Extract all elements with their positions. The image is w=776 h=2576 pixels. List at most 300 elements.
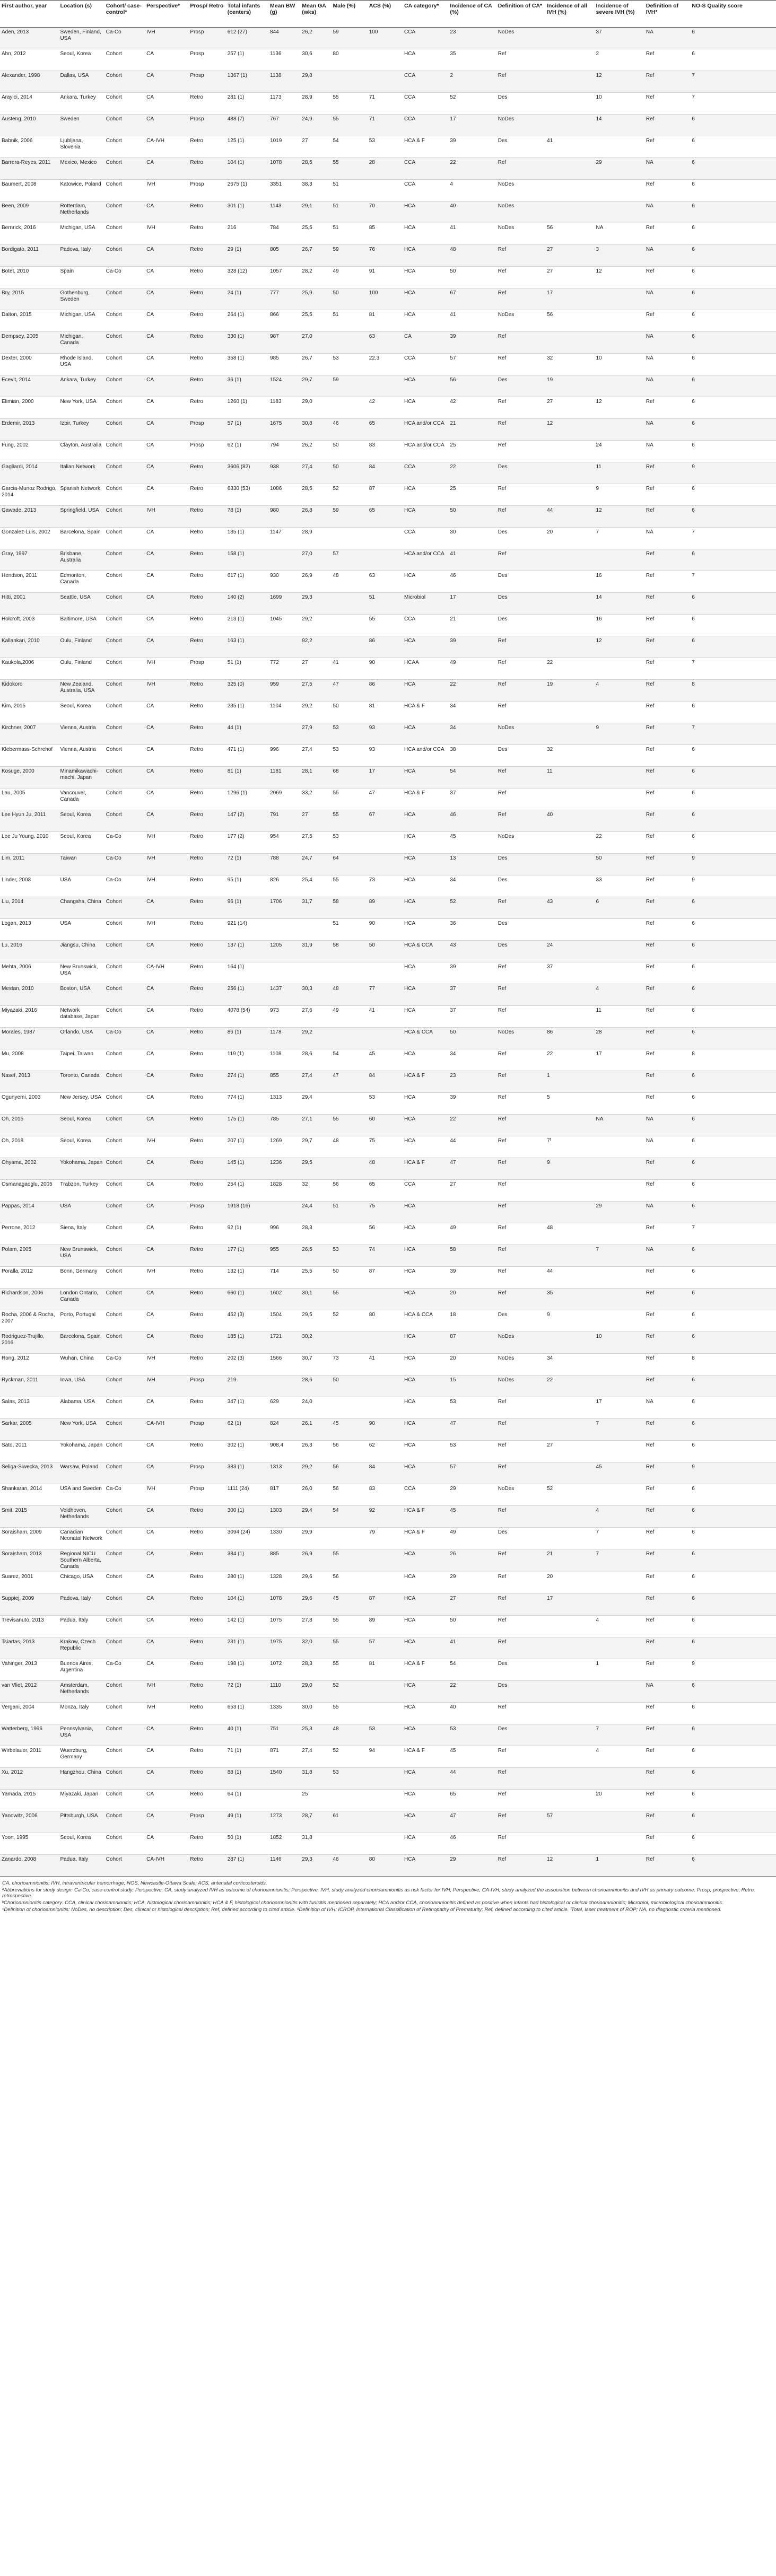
table-cell: Perrone, 2012 bbox=[2, 1225, 36, 1231]
table-cell: 27 bbox=[547, 399, 553, 405]
table-cell: HCA bbox=[404, 1551, 416, 1557]
table-cell: Padua, Italy bbox=[60, 1856, 89, 1862]
table-cell: 92 (1) bbox=[227, 1225, 241, 1231]
table-cell: Hitti, 2001 bbox=[2, 594, 26, 600]
table-cell: 48 bbox=[333, 1726, 339, 1732]
table-cell: 46 bbox=[450, 573, 456, 579]
table-cell bbox=[594, 745, 644, 767]
table-cell: 6 bbox=[692, 1813, 695, 1819]
table-cell: 26,1 bbox=[302, 1421, 312, 1426]
table-cell: Retro bbox=[190, 1704, 203, 1710]
table-cell bbox=[368, 1768, 403, 1790]
table-cell bbox=[268, 1790, 300, 1811]
table-cell: Retro bbox=[190, 1116, 203, 1122]
table-cell: 41 bbox=[369, 1355, 375, 1361]
table-cell: Cohort bbox=[106, 812, 122, 818]
table-cell: 4 bbox=[596, 1748, 599, 1754]
table-cell: 1236 bbox=[270, 1160, 282, 1166]
table-cell: IVH bbox=[146, 1355, 155, 1361]
table-cell: Des bbox=[498, 942, 508, 948]
table-cell: Ref bbox=[498, 1138, 507, 1144]
table-cell: Retro bbox=[190, 1225, 203, 1231]
table-cell: Ca-Co bbox=[106, 834, 121, 839]
table-cell: Cohort bbox=[106, 681, 122, 687]
table-row bbox=[0, 875, 776, 897]
table-cell: 6 bbox=[692, 399, 695, 405]
table-cell: Cohort bbox=[106, 1529, 122, 1535]
table-cell: CCA bbox=[404, 94, 416, 100]
table-cell: Garcia-Munoz Rodrigo, 2014 bbox=[2, 486, 57, 498]
table-cell: Ref bbox=[498, 681, 507, 687]
table-cell: Ref bbox=[646, 616, 655, 622]
table-cell: NA bbox=[646, 1138, 653, 1144]
table-cell: Lu, 2016 bbox=[2, 942, 22, 948]
table-cell: 54 bbox=[450, 768, 456, 774]
table-cell: 7 bbox=[692, 73, 695, 78]
table-cell: Cohort bbox=[106, 790, 122, 796]
table-cell: 29 bbox=[596, 160, 602, 165]
table-cell: 56 bbox=[547, 312, 553, 318]
table-cell: Cohort bbox=[106, 942, 122, 948]
table-cell: HCA bbox=[404, 921, 416, 926]
table-cell: HCA bbox=[404, 1813, 416, 1819]
table-cell: Cohort bbox=[106, 1704, 122, 1710]
table-cell: 51 bbox=[333, 203, 339, 209]
table-cell: 6 bbox=[692, 594, 695, 600]
table-cell: New Brunswick, USA bbox=[60, 1247, 98, 1259]
table-cell: 56 bbox=[547, 225, 553, 231]
table-cell: 6 bbox=[692, 1726, 695, 1732]
table-cell: 6 bbox=[692, 703, 695, 709]
table-cell: 26,5 bbox=[302, 1247, 312, 1252]
table-cell: HCA & F bbox=[404, 1748, 425, 1754]
table-cell: CA bbox=[146, 1116, 154, 1122]
table-cell: 1110 bbox=[270, 1683, 281, 1688]
table-cell: 31,7 bbox=[302, 899, 312, 905]
table-cell: Cohort bbox=[106, 747, 122, 752]
table-cell: 6 bbox=[692, 420, 695, 426]
table-cell: Ref bbox=[498, 1225, 507, 1231]
table-cell: 57 bbox=[450, 355, 456, 361]
table-cell: 35 bbox=[547, 1290, 553, 1296]
table-cell: 17 bbox=[596, 1051, 602, 1057]
table-cell: 27 bbox=[547, 268, 553, 274]
table-cell: 72 (1) bbox=[227, 855, 241, 861]
table-cell: 32 bbox=[302, 1181, 308, 1187]
table-cell: 325 (0) bbox=[227, 681, 245, 687]
table-cell: 158 (1) bbox=[227, 551, 245, 557]
table-cell: 48 bbox=[333, 986, 339, 992]
table-cell: 19 bbox=[547, 681, 553, 687]
table-cell: Hangzhou, China bbox=[60, 1769, 101, 1775]
table-cell: Ref bbox=[646, 1596, 655, 1601]
table-cell: CA bbox=[146, 1529, 154, 1535]
table-cell bbox=[368, 1549, 403, 1572]
table-cell: 63 bbox=[369, 573, 375, 579]
table-cell: Retro bbox=[190, 247, 203, 252]
table-cell: Ref bbox=[498, 1268, 507, 1274]
table-cell: 19 bbox=[547, 377, 553, 383]
table-cell: CA bbox=[146, 1181, 154, 1187]
table-cell bbox=[545, 1462, 594, 1484]
table-cell: 6330 (53) bbox=[227, 486, 250, 492]
table-cell: Ref bbox=[646, 725, 655, 731]
table-cell: 30,1 bbox=[302, 1290, 312, 1296]
table-cell: Cohort bbox=[106, 964, 122, 970]
table-row bbox=[0, 1136, 776, 1158]
table-cell: Cohort bbox=[106, 1813, 122, 1819]
table-cell: 28,5 bbox=[302, 486, 312, 492]
table-cell: CA bbox=[146, 1029, 154, 1035]
table-cell: 51 bbox=[369, 594, 375, 600]
table-cell: Cohort bbox=[106, 1769, 122, 1775]
table-cell: Retro bbox=[190, 1856, 203, 1862]
table-cell bbox=[545, 484, 594, 506]
table-cell bbox=[300, 919, 331, 941]
table-row bbox=[0, 136, 776, 158]
table-cell: Ankara, Turkey bbox=[60, 377, 96, 383]
table-cell: Clayton, Australia bbox=[60, 442, 102, 448]
table-cell bbox=[368, 962, 403, 984]
table-cell: Retro bbox=[190, 747, 203, 752]
table-cell: Mehta, 2006 bbox=[2, 964, 31, 970]
table-cell: Retro bbox=[190, 986, 203, 992]
table-cell: 6 bbox=[692, 790, 695, 796]
table-cell: 81 bbox=[369, 1661, 375, 1667]
table-cell: NoDes bbox=[498, 312, 515, 318]
table-row bbox=[0, 28, 776, 49]
table-cell: 81 bbox=[369, 312, 375, 318]
table-cell: Retro bbox=[190, 616, 203, 622]
table-cell: 28,7 bbox=[302, 1813, 312, 1819]
table-cell: CA bbox=[146, 529, 154, 535]
table-cell: Canadian Neonatal Network bbox=[60, 1529, 102, 1541]
table-cell: HCA & CCA bbox=[404, 1312, 433, 1318]
table-cell: Retro bbox=[190, 812, 203, 818]
table-cell: 50 bbox=[369, 942, 375, 948]
table-row bbox=[0, 919, 776, 941]
table-cell: 22 bbox=[450, 681, 456, 687]
table-cell: 75 bbox=[369, 1203, 375, 1209]
table-cell: Alexander, 1998 bbox=[2, 73, 40, 78]
table-cell: Ref bbox=[498, 355, 507, 361]
table-cell: Ahn, 2012 bbox=[2, 51, 26, 57]
table-cell: Cohort bbox=[106, 1312, 122, 1318]
table-cell: 27 bbox=[450, 1181, 456, 1187]
table-cell: Oulu, Finland bbox=[60, 660, 92, 665]
table-row bbox=[0, 288, 776, 310]
table-cell: 51 bbox=[333, 921, 339, 926]
table-cell: 50 bbox=[450, 1029, 456, 1035]
table-cell: 65 bbox=[450, 1791, 456, 1797]
table-cell: 6 bbox=[692, 1486, 695, 1492]
table-cell: Ljubljana, Slovenia bbox=[60, 138, 83, 150]
table-row bbox=[0, 201, 776, 223]
table-cell: 6 bbox=[692, 116, 695, 122]
table-cell: USA bbox=[60, 877, 71, 883]
table-cell: 58 bbox=[450, 1247, 456, 1252]
table-cell: CA bbox=[146, 1508, 154, 1513]
table-cell: CCA bbox=[404, 355, 416, 361]
table-cell: 6 bbox=[692, 747, 695, 752]
table-cell: 1602 bbox=[270, 1290, 282, 1296]
table-cell: Retro bbox=[190, 942, 203, 948]
table-cell: 938 bbox=[270, 464, 279, 470]
table-cell: HCA & F bbox=[404, 1529, 425, 1535]
table-cell: 11 bbox=[596, 464, 601, 470]
table-row bbox=[0, 1180, 776, 1202]
table-cell: Cohort bbox=[106, 51, 122, 57]
table-row bbox=[0, 1724, 776, 1746]
table-cell: 56 bbox=[333, 1181, 339, 1187]
table-cell: 93 bbox=[369, 725, 375, 731]
table-cell: Prosp bbox=[190, 1203, 204, 1209]
table-cell: CA bbox=[146, 1203, 154, 1209]
table-cell: Ref bbox=[498, 1617, 507, 1623]
table-cell: 6 bbox=[692, 1856, 695, 1862]
table-cell: 50 bbox=[333, 1268, 339, 1274]
table-cell: 6 bbox=[692, 1551, 695, 1557]
table-cell: NA bbox=[646, 442, 653, 448]
table-cell: 471 (1) bbox=[227, 747, 245, 752]
table-cell bbox=[545, 1681, 594, 1703]
table-cell: NoDes bbox=[498, 181, 515, 187]
table-cell: 22 bbox=[450, 464, 456, 470]
table-cell: New Jersey, USA bbox=[60, 1094, 102, 1100]
table-cell: Michigan, Canada bbox=[60, 334, 83, 346]
table-cell: Minamikawachi-machi, Japan bbox=[60, 768, 99, 781]
table-row bbox=[0, 941, 776, 962]
table-cell: 7 bbox=[596, 1551, 599, 1557]
table-cell: 27 bbox=[302, 660, 308, 665]
table-cell: 198 (1) bbox=[227, 1661, 245, 1667]
table-cell: 27,0 bbox=[302, 334, 312, 339]
table-cell: 84 bbox=[369, 1464, 375, 1470]
table-cell: 1330 bbox=[270, 1529, 282, 1535]
table-cell: Ref bbox=[646, 638, 655, 644]
table-cell: 281 (1) bbox=[227, 94, 245, 100]
table-cell: 91 bbox=[369, 268, 375, 274]
table-cell: 104 (1) bbox=[227, 160, 245, 165]
table-cell: 49 bbox=[450, 1225, 456, 1231]
table-cell: Oh, 2015 bbox=[2, 1116, 24, 1122]
table-cell: 7 bbox=[692, 94, 695, 100]
table-cell: 53 bbox=[450, 1726, 456, 1732]
table-cell: 29 bbox=[596, 1203, 602, 1209]
table-cell bbox=[594, 1375, 644, 1397]
table-row bbox=[0, 354, 776, 375]
table-cell: Ref bbox=[498, 1399, 507, 1405]
table-cell: 2069 bbox=[270, 790, 282, 796]
table-cell bbox=[368, 1572, 403, 1594]
table-cell: 22 bbox=[450, 160, 456, 165]
table-cell: Morales, 1987 bbox=[2, 1029, 36, 1035]
table-cell: 1183 bbox=[270, 399, 282, 405]
table-cell: Mu, 2008 bbox=[2, 1051, 24, 1057]
table-cell: Ref bbox=[646, 768, 655, 774]
table-cell: Retro bbox=[190, 834, 203, 839]
table-cell: Yoon, 1995 bbox=[2, 1835, 29, 1841]
table-cell: 29,8 bbox=[302, 73, 312, 78]
table-cell: 80 bbox=[369, 1856, 375, 1862]
table-cell: 86 (1) bbox=[227, 1029, 241, 1035]
table-cell: CCA bbox=[404, 464, 416, 470]
table-cell: 37 bbox=[547, 964, 553, 970]
table-cell: Cohort bbox=[106, 1442, 122, 1448]
table-cell: HCA & F bbox=[404, 1661, 425, 1667]
table-cell: Ca-Co bbox=[106, 1029, 121, 1035]
table-cell: Seoul, Korea bbox=[60, 834, 91, 839]
table-cell: Des bbox=[498, 1529, 508, 1535]
table-cell: CA-IVH bbox=[146, 964, 164, 970]
table-row bbox=[0, 419, 776, 441]
table-cell: Retro bbox=[190, 1094, 203, 1100]
table-cell: Retro bbox=[190, 94, 203, 100]
table-cell bbox=[268, 1375, 300, 1397]
table-cell: Retro bbox=[190, 964, 203, 970]
table-cell: 27,5 bbox=[302, 681, 312, 687]
table-cell: 1173 bbox=[270, 94, 282, 100]
table-cell: 1852 bbox=[270, 1835, 282, 1841]
table-row bbox=[0, 1462, 776, 1484]
table-cell: 50 bbox=[333, 442, 339, 448]
table-cell: Xu, 2012 bbox=[2, 1769, 23, 1775]
table-cell: Dempsey, 2005 bbox=[2, 334, 39, 339]
table-cell: Taipei, Taiwan bbox=[60, 1051, 94, 1057]
table-cell: Des bbox=[498, 94, 508, 100]
table-cell: 6 bbox=[692, 616, 695, 622]
table-cell: 4 bbox=[450, 181, 453, 187]
table-cell: 2 bbox=[596, 51, 599, 57]
table-cell bbox=[545, 1616, 594, 1637]
table-cell: Retro bbox=[190, 1312, 203, 1318]
table-cell bbox=[594, 549, 644, 571]
table-cell: Ref bbox=[498, 1007, 507, 1013]
table-cell: Smit, 2015 bbox=[2, 1508, 27, 1513]
table-cell: Retro bbox=[190, 1617, 203, 1623]
table-cell: HCA bbox=[404, 312, 416, 318]
table-cell: Cohort bbox=[106, 290, 122, 296]
table-cell: Spain bbox=[60, 268, 74, 274]
table-cell: 20 bbox=[596, 1791, 602, 1797]
table-cell: Cohort bbox=[106, 660, 122, 665]
table-cell: Cohort bbox=[106, 1290, 122, 1296]
table-cell: 53 bbox=[333, 1247, 339, 1252]
table-cell: 20 bbox=[547, 1574, 553, 1580]
table-cell: Dexter, 2000 bbox=[2, 355, 32, 361]
table-cell: 30 bbox=[450, 529, 456, 535]
table-cell bbox=[545, 49, 594, 71]
table-cell: Mestan, 2010 bbox=[2, 986, 34, 992]
table-cell: 1699 bbox=[270, 594, 282, 600]
table-cell: CA bbox=[146, 616, 154, 622]
table-cell: Yamada, 2015 bbox=[2, 1791, 36, 1797]
table-cell: 9 bbox=[692, 877, 695, 883]
table-cell: Shankaran, 2014 bbox=[2, 1486, 42, 1492]
table-cell: 47 bbox=[369, 790, 375, 796]
table-row bbox=[0, 375, 776, 397]
table-cell: IVH bbox=[146, 877, 155, 883]
table-cell: 791 bbox=[270, 812, 279, 818]
table-cell: Ref bbox=[646, 1661, 655, 1667]
table-cell: Ref bbox=[646, 942, 655, 948]
table-row bbox=[0, 1594, 776, 1616]
table-cell: Cohort bbox=[106, 1617, 122, 1623]
table-cell bbox=[594, 1267, 644, 1289]
table-cell: 6 bbox=[692, 1181, 695, 1187]
table-cell: Aden, 2013 bbox=[2, 29, 29, 35]
table-cell: 29 bbox=[450, 1486, 456, 1492]
table-cell: CA bbox=[146, 464, 154, 470]
table-cell: 25,5 bbox=[302, 1268, 312, 1274]
table-cell: Spanish Network bbox=[60, 486, 101, 492]
table-cell: 84 bbox=[369, 464, 375, 470]
table-cell: 7 bbox=[692, 1225, 695, 1231]
table-cell: Cohort bbox=[106, 1268, 122, 1274]
table-row bbox=[0, 1223, 776, 1245]
table-cell bbox=[268, 962, 300, 984]
table-cell: 6 bbox=[692, 1639, 695, 1645]
table-cell: Retro bbox=[190, 1574, 203, 1580]
table-cell: Vienna, Austria bbox=[60, 725, 96, 731]
table-cell bbox=[545, 1506, 594, 1528]
table-cell: Dallas, USA bbox=[60, 73, 89, 78]
table-cell: 1313 bbox=[270, 1464, 282, 1470]
table-cell: 36 bbox=[450, 921, 456, 926]
table-cell: 95 (1) bbox=[227, 877, 241, 883]
table-cell: Retro bbox=[190, 268, 203, 274]
table-cell: IVH bbox=[146, 1683, 155, 1688]
table-cell: Cohort bbox=[106, 1791, 122, 1797]
table-cell: Ref bbox=[498, 73, 507, 78]
table-cell: 6 bbox=[692, 1138, 695, 1144]
table-row bbox=[0, 1616, 776, 1637]
table-cell: CA bbox=[146, 312, 154, 318]
table-cell: 784 bbox=[270, 225, 279, 231]
table-cell: 29,1 bbox=[302, 203, 312, 209]
table-cell: 52 bbox=[333, 1683, 339, 1688]
table-cell: CA bbox=[146, 551, 154, 557]
table-cell: 384 (1) bbox=[227, 1551, 245, 1557]
table-cell: 73 bbox=[369, 877, 375, 883]
table-row bbox=[0, 484, 776, 506]
table-cell: Rong, 2012 bbox=[2, 1355, 29, 1361]
table-cell: 328 (12) bbox=[227, 268, 247, 274]
table-cell: 41 bbox=[547, 138, 553, 144]
table-cell: 62 bbox=[369, 1442, 375, 1448]
table-cell: CA bbox=[146, 1051, 154, 1057]
table-cell: 921 (14) bbox=[227, 921, 247, 926]
table-cell: 52 bbox=[333, 1312, 339, 1318]
table-cell: 27,1 bbox=[302, 1116, 312, 1122]
table-cell bbox=[332, 1790, 368, 1811]
table-row bbox=[0, 1506, 776, 1528]
table-cell: 6 bbox=[692, 1377, 695, 1383]
table-cell: 42 bbox=[369, 399, 375, 405]
column-header: Incidence of CA (%) bbox=[448, 1, 496, 28]
table-cell: IVH bbox=[146, 1268, 155, 1274]
table-cell: CA bbox=[146, 1007, 154, 1013]
table-cell: 55 bbox=[333, 1617, 339, 1623]
table-cell: 17 bbox=[596, 1399, 602, 1405]
table-cell bbox=[545, 93, 594, 115]
table-cell: Ref bbox=[646, 1464, 655, 1470]
table-cell: 53 bbox=[450, 1442, 456, 1448]
table-cell: Bonn, Germany bbox=[60, 1268, 98, 1274]
table-cell: 31,9 bbox=[302, 942, 312, 948]
table-cell: 10 bbox=[596, 355, 602, 361]
table-cell: Cohort bbox=[106, 1726, 122, 1732]
